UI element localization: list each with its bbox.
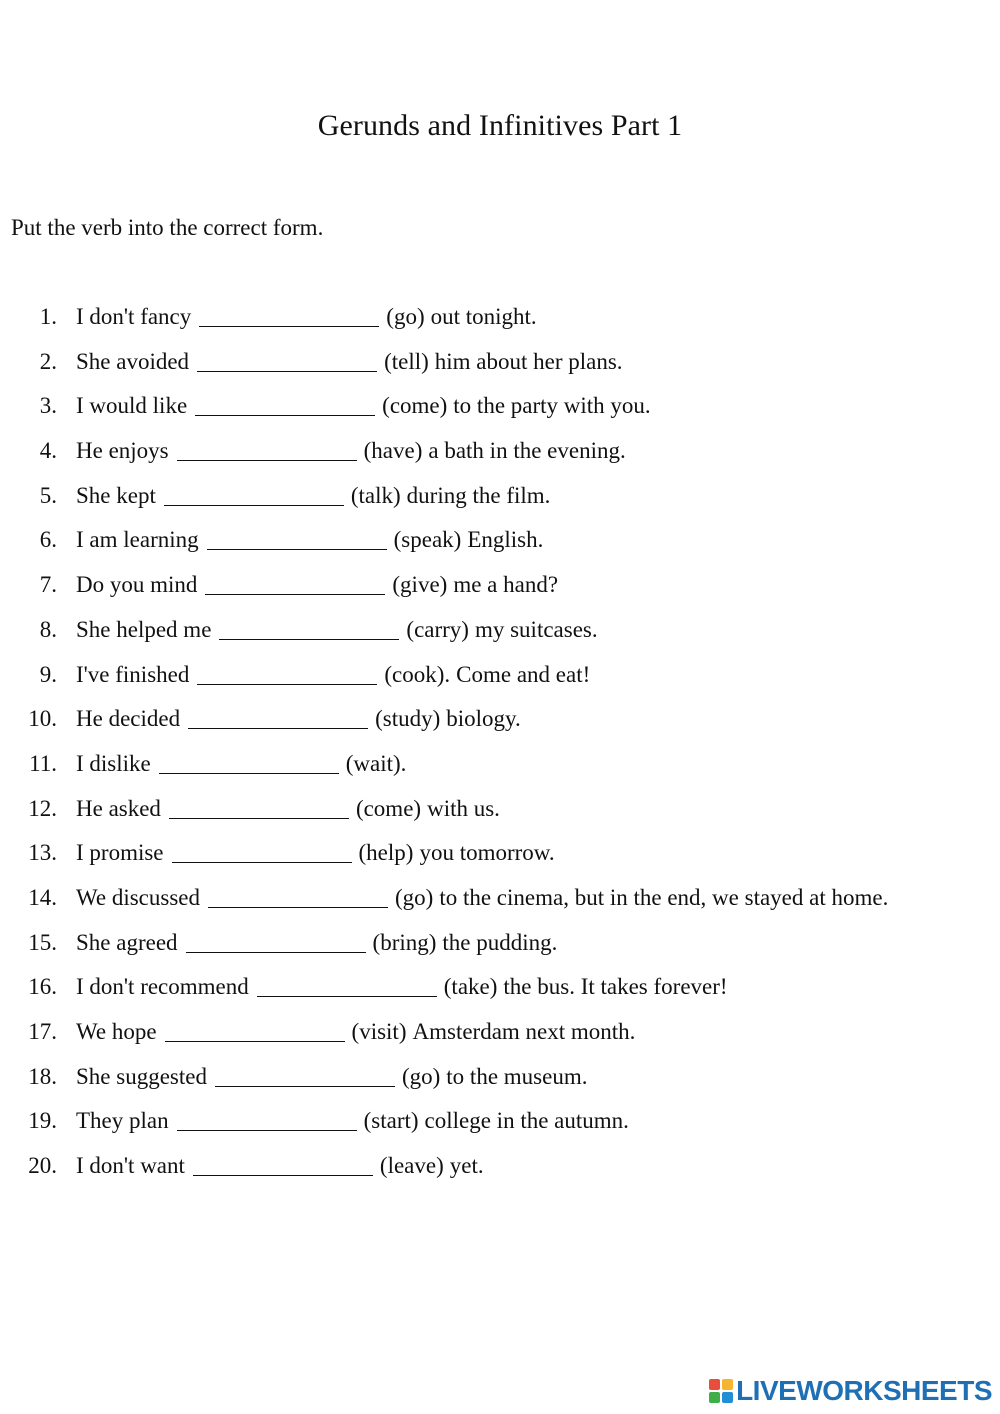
answer-blank-input[interactable] [193, 1153, 373, 1176]
answer-blank-input[interactable] [197, 349, 377, 372]
item-number: 19. [28, 1108, 57, 1134]
item-number: 16. [28, 974, 57, 1000]
item-rest: to the party with you. [453, 393, 651, 419]
item-rest: out tonight. [430, 304, 537, 329]
item-number: 9. [39, 661, 57, 687]
exercise-item [0, 345, 1000, 390]
item-stem: I am learning [76, 527, 199, 553]
item-rest: the pudding. [442, 929, 558, 955]
verb-hint: (go) [394, 884, 434, 910]
answer-blank-input[interactable] [169, 796, 349, 819]
answer-blank-input[interactable] [205, 572, 385, 595]
verb-hint: (go) [386, 304, 425, 329]
item-number: 18. [28, 1063, 57, 1089]
item-stem: I don't fancy [76, 304, 192, 329]
answer-blank-input[interactable] [195, 393, 375, 416]
answer-blank-input[interactable] [177, 1108, 357, 1131]
logo-square-yellow [722, 1379, 733, 1390]
item-stem: I promise [76, 840, 164, 866]
item-number: 6. [39, 527, 57, 553]
verb-hint: (leave) [379, 1153, 444, 1179]
verb-hint: (come) [382, 393, 448, 419]
verb-hint: (bring) [372, 929, 437, 955]
verb-hint: (carry) [406, 616, 469, 642]
answer-blank-input[interactable] [164, 483, 344, 506]
answer-blank-input[interactable] [165, 1019, 345, 1042]
answer-blank-input[interactable] [177, 438, 357, 461]
item-stem: I dislike [76, 750, 151, 776]
item-stem: She suggested [76, 1063, 207, 1089]
item-stem: I've finished [76, 661, 190, 687]
item-number: 17. [28, 1019, 57, 1044]
verb-hint: (talk) [350, 482, 401, 508]
answer-blank-input[interactable] [219, 617, 399, 640]
exercise-item [0, 389, 1000, 434]
exercise-item [0, 613, 1000, 658]
item-stem: We discussed [76, 884, 200, 910]
item-stem: I don't want [76, 1153, 185, 1179]
answer-blank-input[interactable] [199, 304, 379, 327]
item-number: 11. [29, 750, 57, 776]
item-number: 7. [39, 572, 57, 598]
verb-hint: (come) [355, 795, 422, 821]
exercise-item [0, 479, 1000, 524]
exercise-item [0, 970, 1000, 1015]
item-number: 10. [28, 706, 57, 732]
item-rest: him about her plans. [434, 348, 623, 374]
exercise-item [0, 568, 1000, 613]
item-stem: I don't recommend [76, 974, 249, 1000]
item-stem: Do you mind [76, 572, 198, 598]
item-stem: I would like [76, 393, 188, 419]
exercise-item [0, 523, 1000, 568]
logo-square-blue [722, 1392, 733, 1403]
item-stem: She helped me [76, 616, 212, 642]
item-rest: the bus. It takes forever! [503, 974, 728, 1000]
answer-blank-input[interactable] [172, 840, 352, 863]
item-stem: He enjoys [76, 438, 169, 464]
answer-blank-input[interactable] [159, 751, 339, 774]
verb-hint: (help) [358, 840, 414, 866]
item-number: 2. [39, 348, 57, 374]
verb-hint: (study) [375, 706, 441, 732]
item-rest: with us. [427, 795, 500, 821]
verb-hint: (wait). [345, 750, 407, 776]
item-stem: He decided [76, 706, 181, 732]
item-number: 20. [28, 1153, 57, 1179]
item-number: 13. [28, 840, 57, 866]
verb-hint: (tell) [384, 348, 429, 374]
logo-square-red [709, 1379, 720, 1390]
liveworksheets-logo-icon [709, 1379, 733, 1403]
item-stem: She kept [76, 482, 156, 508]
item-number: 8. [39, 616, 57, 642]
item-rest: Come and eat! [456, 661, 591, 687]
item-rest: biology. [446, 706, 521, 732]
exercise-item [0, 1015, 1000, 1060]
logo-text: LIVEWORKSHEETS [736, 1375, 992, 1406]
exercise-item [0, 1060, 1000, 1105]
item-number: 1. [39, 304, 57, 329]
instruction-text: Put the verb into the correct form. [11, 215, 324, 240]
item-rest: during the film. [406, 482, 551, 508]
exercise-item [0, 1104, 1000, 1149]
item-rest: college in the autumn. [424, 1108, 629, 1134]
item-rest: my suitcases. [474, 616, 598, 642]
verb-hint: (have) [363, 438, 423, 464]
answer-blank-input[interactable] [208, 885, 388, 908]
item-stem: She avoided [76, 348, 190, 374]
item-stem: He asked [76, 795, 161, 821]
liveworksheets-logo [709, 1376, 992, 1406]
exercise-list [0, 300, 1000, 1194]
verb-hint: (speak) [393, 527, 462, 553]
exercise-item [0, 792, 1000, 837]
item-rest: yet. [449, 1153, 484, 1179]
exercise-item [0, 747, 1000, 792]
item-stem: We hope [76, 1019, 157, 1044]
verb-hint: (start) [363, 1108, 419, 1134]
exercise-item [0, 881, 1000, 926]
item-number: 4. [39, 438, 57, 464]
item-rest: to the museum. [446, 1063, 588, 1089]
exercise-item [0, 1149, 1000, 1194]
item-number: 14. [28, 884, 57, 910]
item-rest: a bath in the evening. [428, 438, 626, 464]
exercise-item [0, 702, 1000, 747]
verb-hint: (take) [443, 974, 498, 1000]
exercise-item [0, 836, 1000, 881]
answer-blank-input[interactable] [186, 930, 366, 953]
answer-blank-input[interactable] [257, 974, 437, 997]
item-number: 3. [39, 393, 57, 419]
item-rest: me a hand? [453, 572, 559, 598]
item-number: 12. [28, 795, 57, 821]
item-rest: Amsterdam next month. [412, 1019, 636, 1044]
exercise-item [0, 434, 1000, 479]
item-stem: They plan [76, 1108, 169, 1134]
exercise-item [0, 658, 1000, 703]
item-number: 5. [39, 482, 57, 508]
item-rest: English. [467, 527, 544, 553]
verb-hint: (go) [401, 1063, 441, 1089]
logo-square-green [709, 1392, 720, 1403]
item-stem: She agreed [76, 929, 178, 955]
item-number: 15. [28, 929, 57, 955]
answer-blank-input[interactable] [188, 706, 368, 729]
page-title: Gerunds and Infinitives Part 1 [317, 109, 683, 142]
item-rest: you tomorrow. [419, 840, 555, 866]
item-rest: to the cinema, but in the end, we stayed at home. [439, 884, 889, 910]
exercise-item [0, 926, 1000, 971]
exercise-item [0, 300, 1000, 345]
answer-blank-input[interactable] [197, 662, 377, 685]
answer-blank-input[interactable] [215, 1064, 395, 1087]
verb-hint: (visit) [351, 1019, 407, 1044]
verb-hint: (give) [392, 572, 448, 598]
answer-blank-input[interactable] [207, 527, 387, 550]
verb-hint: (cook). [384, 661, 451, 687]
